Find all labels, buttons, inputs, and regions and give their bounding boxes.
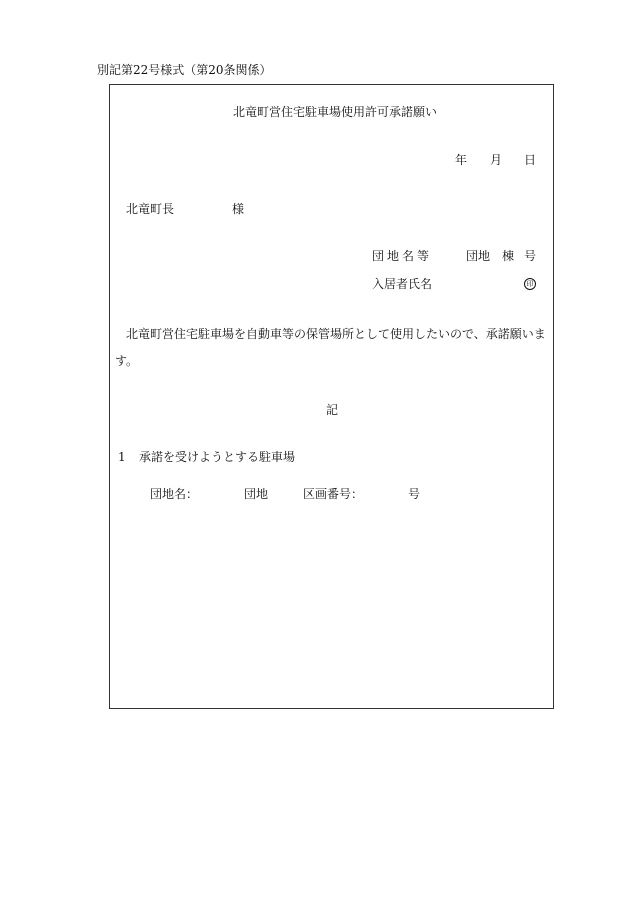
parking-complex-unit: 団地 xyxy=(244,487,269,501)
date-month: 月 xyxy=(490,153,503,167)
plot-number-label: 区画番号： xyxy=(303,487,364,501)
date-year: 年 xyxy=(455,153,468,167)
record-label: 記 xyxy=(326,403,339,417)
form-number: 別記第22号様式（第20条関係） xyxy=(97,63,272,77)
application-form xyxy=(109,84,554,709)
item1-title: 承諾を受けようとする駐車場 xyxy=(139,450,296,464)
addressee-name: 北竜町長 xyxy=(126,202,175,216)
complex-name-label: 団地名等 xyxy=(372,249,433,263)
plot-number-unit: 号 xyxy=(408,487,421,501)
parking-complex-label: 団地名： xyxy=(150,487,199,501)
addressee-honorific: 様 xyxy=(232,202,245,216)
seal-mark: 印 xyxy=(524,278,536,290)
body-text-line1: 北竜町営住宅駐車場を自動車等の保管場所として使用したいので、承諾願いま xyxy=(126,327,546,341)
number-unit: 号 xyxy=(524,249,537,263)
resident-name-label: 入居者氏名 xyxy=(372,277,433,291)
item1-number: 1 xyxy=(118,450,126,464)
body-text-line2: す。 xyxy=(115,354,139,368)
form-title: 北竜町営住宅駐車場使用許可承諾願い xyxy=(233,105,438,119)
complex-unit: 団地 xyxy=(466,249,491,263)
building-unit: 棟 xyxy=(502,249,515,263)
date-day: 日 xyxy=(524,153,537,167)
